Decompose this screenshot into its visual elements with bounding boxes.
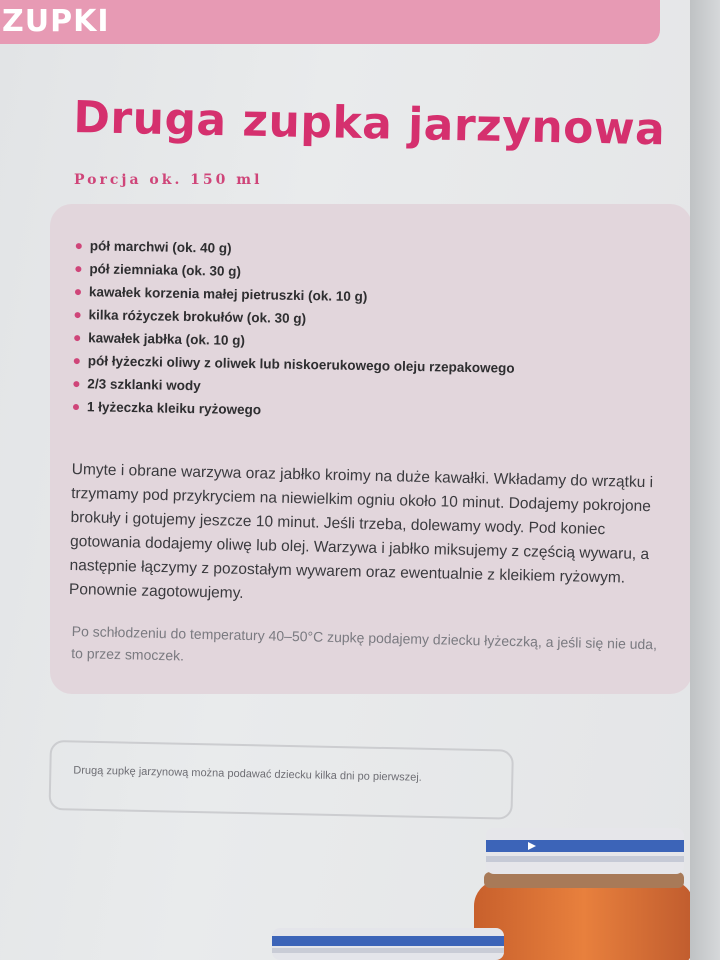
bullet-dot-icon (73, 404, 79, 410)
ingredient-list (71, 234, 517, 426)
ingredient-label: kilka różyczek brokułów (ok. 30 g) (88, 307, 307, 327)
bullet-dot-icon (75, 266, 81, 272)
baby-food-jar-icon (268, 926, 508, 960)
bullet-dot-icon (74, 335, 80, 341)
bullet-dot-icon (75, 312, 81, 318)
ingredient-label: 1 łyżeczka kleiku ryżowego (86, 399, 262, 418)
ingredient-label: pół marchwi (ok. 40 g) (89, 238, 232, 256)
ingredient-label: 2/3 szklanki wody (87, 376, 201, 394)
section-banner (0, 0, 660, 44)
page-edge (690, 0, 720, 960)
bullet-dot-icon (76, 243, 82, 249)
recipe-instructions: Umyte i obrane warzywa oraz jabłko kroimy na duże kawałki. Wkładamy do wrzątku i trzymamy pod przykryciem na niewielkim ogniu około 10 minut. Dodajemy pokrojone brokuły i gotujemy jeszcze 10 minut. Jeśli trzeba, dolewamy wody. Pod koniec gotowania dodajemy oliwę lub olej. Warzywa i jabłko miksujemy z częścią wywaru, a następnie łączymy z pozostałym wywarem oraz ewentualnie z kleikiem ryżowym. Ponownie zagotowujemy. (68, 460, 654, 602)
ingredient-label: pół łyżeczki oliwy z oliwek lub niskoerukowego oleju rzepakowego (87, 353, 515, 376)
tip-box (49, 740, 514, 820)
bullet-dot-icon (75, 289, 81, 295)
portion-size: Porcja ok. 150 ml (74, 172, 263, 188)
serving-note: Po schłodzeniu do temperatury 40–50°C zupkę podajemy dziecku łyżeczką, a jeśli się nie uda, to przez smoczek. (71, 622, 658, 664)
recipe-title: Druga zupka jarzynowa (72, 92, 666, 156)
bullet-dot-icon (73, 381, 79, 387)
section-label: ZUPKI (2, 4, 110, 39)
tip-text: Drugą zupkę jarzynową można podawać dziecku kilka dni po pierwszej. (73, 764, 422, 784)
ingredient-label: kawałek korzenia małej pietruszki (ok. 10 g) (88, 284, 368, 305)
ingredient-label: kawałek jabłka (ok. 10 g) (88, 330, 246, 348)
bullet-dot-icon (74, 358, 80, 364)
ingredient-label: pół ziemniaka (ok. 30 g) (89, 261, 242, 279)
